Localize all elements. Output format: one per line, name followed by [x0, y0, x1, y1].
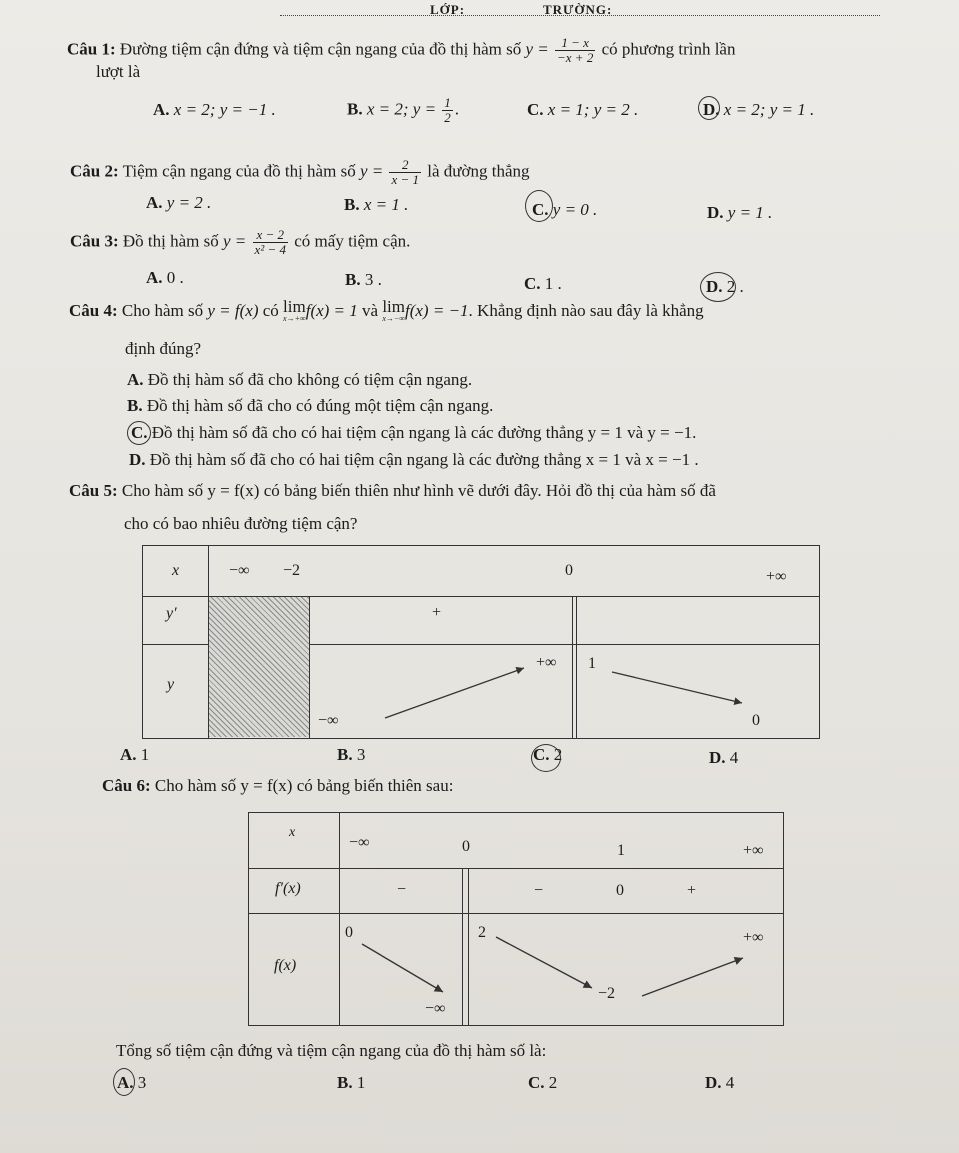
q2-option-b: B. x = 1 .: [344, 195, 409, 214]
q5-x-zero: 0: [565, 562, 573, 579]
q6-fprime-minus-1: −: [397, 881, 407, 898]
q1-option-a: A. x = 2; y = −1 .: [153, 100, 276, 119]
q6-arrow-decreasing-1: [362, 944, 443, 992]
q6-fprime-minus-2: −: [534, 882, 544, 899]
q3-option-c: C. 1 .: [524, 274, 562, 293]
q6-x-ninf: −∞: [349, 834, 370, 851]
q5-x-m2: −2: [283, 562, 301, 579]
question-1-text: Đường tiệm cận đứng và tiệm cận ngang của đồ thị hàm số: [119, 39, 522, 59]
q1-option-b: B. x = 2; y = $\frac{1}{2}$ .: [347, 95, 460, 125]
q2-option-c: C. y = 0 .: [532, 200, 598, 219]
q5-x-pinf: +∞: [766, 568, 787, 585]
q5-option-b: B. 3: [337, 745, 366, 764]
question-4-line2: định đúng?: [125, 339, 202, 358]
q6-option-a: A. 3: [117, 1073, 147, 1092]
question-1-tail: có phương trình lần: [601, 39, 736, 59]
q6-fx-ninf: −∞: [425, 1000, 446, 1017]
q6-fprime-plus: +: [687, 882, 697, 899]
q6-x-label: x: [289, 825, 296, 840]
header-truong: TRƯỜNG:: [543, 2, 613, 17]
q6-x-zero: 0: [462, 838, 470, 855]
question-6-prompt: Tổng số tiệm cận đứng và tiệm cận ngang của đồ thị hàm số là:: [116, 1041, 547, 1060]
q5-y-zero: 0: [752, 712, 760, 729]
question-4: Câu 4: Cho hàm số y = f(x) có lim x→+∞ f(x) = 1 và lim x→−∞ f(x) = −1. Khẳng định nào sau đây là khẳng: [69, 297, 704, 323]
q2-option-a: A. y = 2 .: [146, 193, 212, 212]
question-5-line2: cho có bao nhiêu đường tiệm cận?: [124, 514, 358, 533]
question-3: Câu 3: Đồ thị hàm số y = $\frac{x - 2}{\text{x² − 4}}$ có mấy tiệm cận.: [70, 227, 411, 257]
q5-option-c: C. 2: [533, 745, 563, 764]
q6-fx-label: f(x): [274, 957, 297, 974]
q5-y-one: 1: [588, 655, 596, 672]
q6-fx-two: 2: [478, 924, 486, 941]
q6-arrow-increasing: [642, 958, 743, 996]
q5-option-a: A. 1: [120, 745, 150, 764]
q6-option-c: C. 2: [528, 1073, 558, 1092]
q5-y-label: y: [167, 676, 175, 693]
question-1-line2: lượt là: [96, 62, 141, 81]
q4-option-b: B. Đồ thị hàm số đã cho có đúng một tiệm cận ngang.: [127, 396, 494, 415]
q2-option-d: D. y = 1 .: [707, 203, 773, 222]
q6-fx-pinf: +∞: [743, 929, 764, 946]
q5-yprime-plus: +: [432, 604, 442, 621]
q5-y-pinf: +∞: [536, 654, 557, 671]
question-6: Câu 6: Cho hàm số y = f(x) có bảng biến thiên sau:: [102, 776, 454, 795]
question-1-y: y =: [525, 39, 549, 59]
question-2: Câu 2: Tiệm cận ngang của đồ thị hàm số y = $\frac{2}{x - 1}$ là đường thẳng: [70, 157, 530, 187]
q3-option-d: D. 2 .: [706, 277, 744, 296]
q4-option-c: C. Đồ thị hàm số đã cho có hai tiệm cận ngang là các đường thẳng y = 1 và y = −1.: [131, 423, 697, 442]
q5-option-d: D. 4: [709, 748, 739, 767]
q6-option-b: B. 1: [337, 1073, 366, 1092]
q5-yprime-label: y′: [166, 605, 177, 622]
q6-x-pinf: +∞: [743, 842, 764, 859]
q6-arrow-decreasing-2: [496, 937, 592, 988]
header-lop: LỚP:: [430, 2, 466, 17]
q6-fx-zero: 0: [345, 924, 353, 941]
question-1-fraction: $\frac{1 - x}{-x + 2}$: [557, 35, 594, 65]
question-4-limit-1: lim x→+∞: [283, 297, 306, 323]
q6-fx-minus2: −2: [598, 985, 616, 1002]
q3-option-b: B. 3 .: [345, 270, 382, 289]
q6-answer-circle-mark: [113, 1068, 135, 1096]
q4-option-d: D. Đồ thị hàm số đã cho có hai tiệm cận ngang là các đường thẳng x = 1 và x = −1 .: [129, 450, 699, 469]
q6-fprime-zero: 0: [616, 882, 624, 899]
question-3-fraction: $\frac{x - 2}{\text{x² − 4}}$: [254, 227, 286, 257]
question-1-label: Câu 1:: [67, 39, 116, 59]
q5-y-ninf: −∞: [318, 712, 339, 729]
q4-option-a: A. Đồ thị hàm số đã cho không có tiệm cận ngang.: [127, 370, 473, 389]
q3-option-a: A. 0 .: [146, 268, 184, 287]
question-2-fraction: $\frac{2}{x - 1}$: [391, 157, 420, 187]
q6-fprime-label: f′(x): [275, 880, 301, 897]
q1-option-c: C. x = 1; y = 2 .: [527, 100, 639, 119]
q5-x-label: x: [172, 562, 180, 579]
q6-x-one: 1: [617, 842, 625, 859]
q1-option-d: D. x = 2; y = 1 .: [703, 100, 815, 119]
q5-x-ninf: −∞: [229, 562, 250, 579]
q6-option-d: D. 4: [705, 1073, 735, 1092]
question-4-limit-2: lim x→−∞: [382, 297, 405, 323]
question-5: Câu 5: Cho hàm số y = f(x) có bảng biến thiên như hình vẽ dưới đây. Hỏi đồ thị của hàm số đã: [69, 481, 716, 500]
